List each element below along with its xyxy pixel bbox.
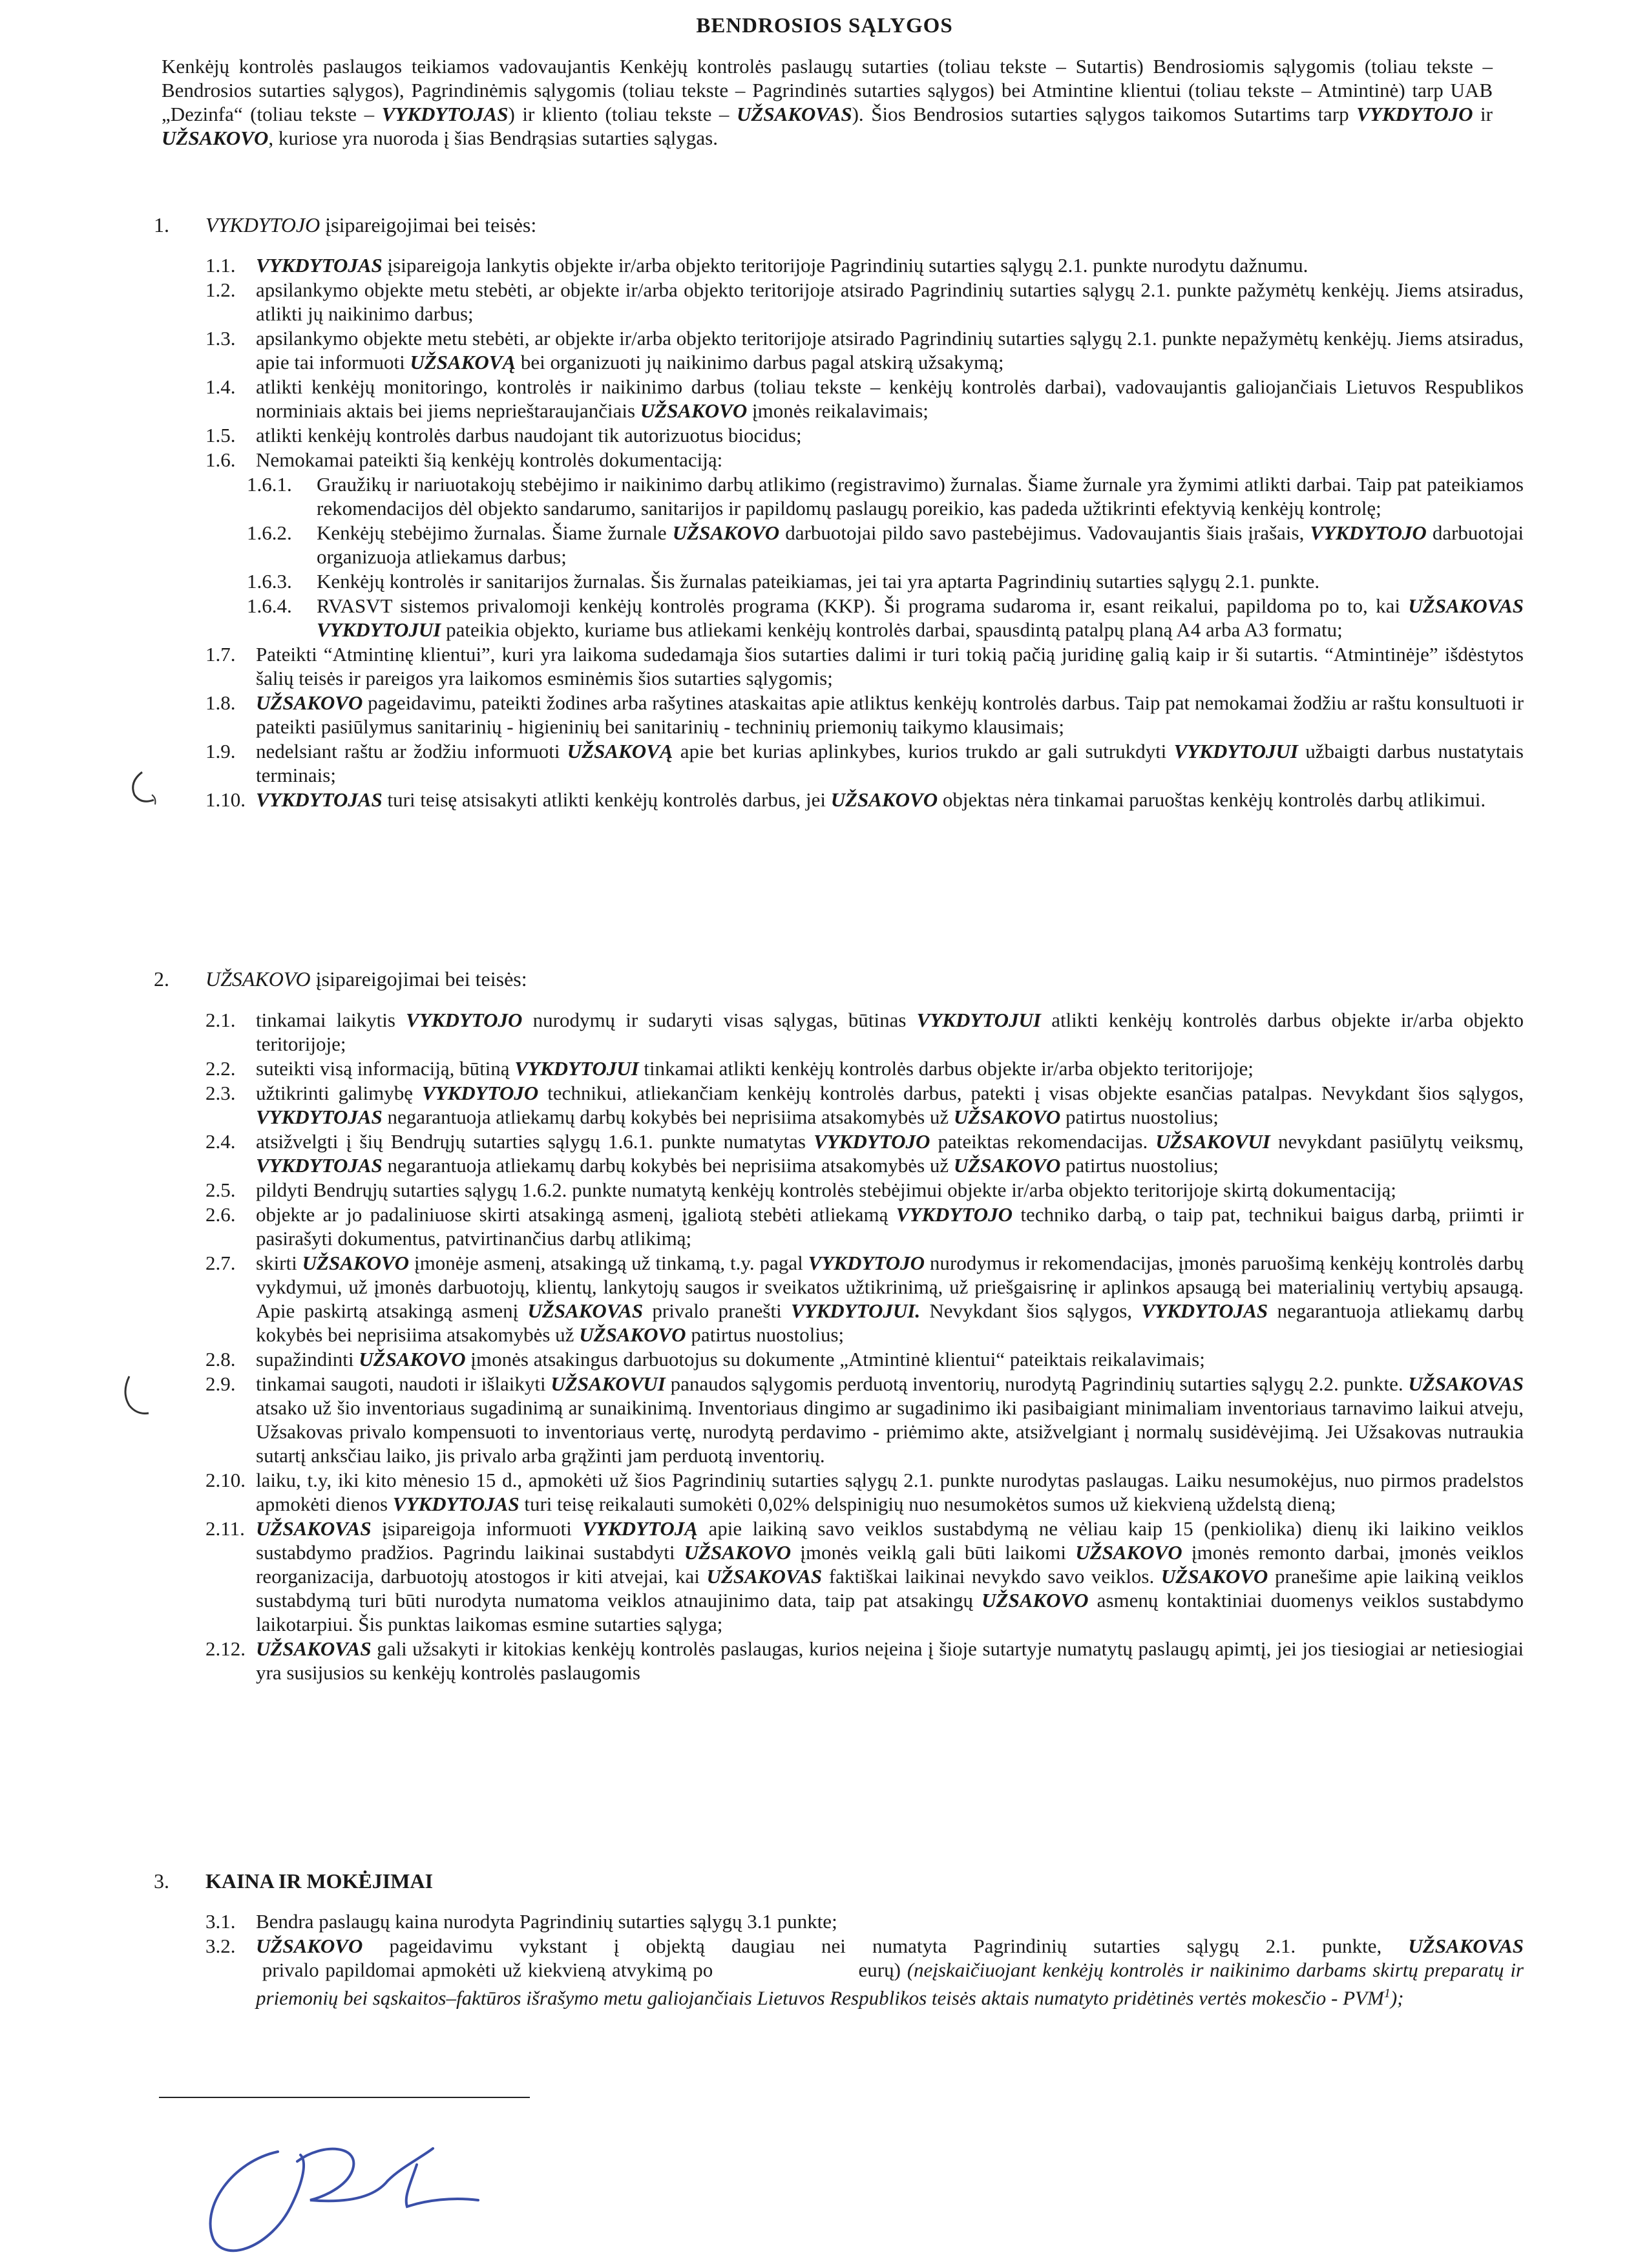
clause-2-3: 2.3. užtikrinti galimybę VYKDYTOJO technikui, atliekančiam kenkėjų kontrolės darbus, patekti į visas objekte esančias patalpas. Nevykdant šios sąlygos, VYKDYTOJAS negarantuoja atliekamų darbų kokybės bei neprisiima atsakomybės už UŽSAKOVO patirtus nuostolius; <box>205 1082 1524 1128</box>
clause-2-2: 2.2. suteikti visą informaciją, būtiną VYKDYTOJUI tinkamai atlikti kenkėjų kontrolės darbus objekte ir/arba objekto teritorijoje; <box>205 1057 1254 1080</box>
clause-2-8: 2.8. supažindinti UŽSAKOVO įmonės atsakingus darbuotojus su dokumente „Atmintinė klientui“ pateiktais reikalavimais; <box>205 1348 1205 1370</box>
clause-1-6-2: 1.6.2. Kenkėjų stebėjimo žurnalas. Šiame žurnale UŽSAKOVO darbuotojai pildo savo pastebėjimus. Vadovaujantis šiais įrašais, VYKDYTOJO darbuotojai organizuoja atliekamus darbus; <box>247 521 1524 568</box>
clause-2-1: 2.1. tinkamai laikytis VYKDYTOJO nurodymų ir sudaryti visas sąlygas, būtinas VYKDYTOJUI atlikti kenkėjų kontrolės darbus objekte ir/arba objekto teritorijoje; <box>205 1009 1524 1055</box>
clause-1-7: 1.7. Pateikti “Atmintinę klientui”, kuri yra laikoma sudedamąja šios sutarties dalimi ir turi tokią pačią juridinę galią kaip ir ši sutartis. “Atmintinėje” išdėstytos šalių teisės ir pareigos yra laikomos esminėmis šios sutarties sąlygomis; <box>205 643 1524 689</box>
section-2-items <box>205 1008 1524 1685</box>
section-title: VYKDYTOJO įsipareigojimai bei teisės: <box>205 213 537 236</box>
clause-1-5: 1.5. atlikti kenkėjų kontrolės darbus naudojant tik autorizuotus biocidus; <box>205 424 802 446</box>
signature-icon <box>194 2136 491 2265</box>
intro-paragraph <box>162 54 1493 150</box>
intro-party: VYKDYTOJO <box>1356 103 1473 125</box>
intro-party: VYKDYTOJAS <box>381 103 509 125</box>
clause-3-2: 3.2. UŽSAKOVO pageidavimu vykstant į objektą daugiau nei numatyta Pagrindinių sutarties sąlygų 2.1. punkte, UŽSAKOVAS privalo papildomai apmokėti už kiekvieną atvykimą po eurų) (neįskaičiuojant kenkėjų kontrolės ir naikinimo darbams skirtų preparatų ir priemonių bei sąskaitos–faktūros išrašymo metu galiojančiais Lietuvos Respublikos teisės aktais numatyto pridėtinės vertės mokesčio - PVM$^1$); <box>205 1935 1524 2010</box>
clause-1-6-1: 1.6.1. Graužikų ir nariuotakojų stebėjimo ir naikinimo darbų atlikimo (registravimo) žurnalas. Šiame žurnale yra žymimi atlikti darbai. Taip pat pateikiamos rekomendacijos dėl objekto sandarumo, sanitarijos ir papildomų paslaugų poreikio, kas padeda užtikrinti efektyvią kenkėjų kontrolę; <box>247 473 1524 520</box>
section-title: UŽSAKOVO įsipareigojimai bei teisės: <box>205 967 527 991</box>
clause-1-6-4: 1.6.4. RVASVT sistemos privalomoji kenkėjų kontrolės programa (KKP). Ši programa sudaroma ir, esant reikalui, papildoma po to, kai UŽSAKOVAS VYKDYTOJUI pateikia objekto, kuriame bus atliekami kenkėjų kontrolės darbai, spausdintą patalpų planą A4 arba A3 formatu; <box>247 594 1524 641</box>
intro-text: ) ir kliento (toliau tekste – <box>508 103 737 125</box>
intro-text: ). Šios Bendrosios sutarties sąlygos taikomos Sutartims tarp <box>852 103 1357 125</box>
section-3-items <box>205 1909 1524 2010</box>
signature-line <box>159 2097 530 2098</box>
section-title: KAINA IR MOKĖJIMAI <box>205 1869 434 1893</box>
clause-1-9: 1.9. nedelsiant raštu ar žodžiu informuoti UŽSAKOVĄ apie bet kurias aplinkybes, kurios trukdo ar gali sutrukdyti VYKDYTOJUI užbaigti darbus nustatytais terminais; <box>205 740 1524 786</box>
section-number: 1. <box>154 213 169 236</box>
pvm-close: ); <box>1390 1986 1404 2010</box>
intro-text: Kenkėjų kontrolės paslaugos teikiamos vadovaujantis Kenkėjų kontrolės paslaugų sutarties (toliau tekste – Sutartis) Bendrosiomis sąlygomis (toliau tekste – Bendrosios sutarties sąlygos), Pagrindinėmis sąlygomis (toliau tekste – Pagrindinės sutarties sąlygos) bei Atmintine klientui (toliau tekste – Atmintinė) tarp UAB „Dezinfa“ (toliau tekste – <box>162 55 1493 125</box>
clause-2-10: 2.10. laiku, t.y, iki kito mėnesio 15 d., apmokėti už šios Pagrindinių sutarties sąlygų 2.1. punkte nurodytas paslaugas. Laiku nesumokėjus, nuo pirmos pradelstos apmokėti dienos VYKDYTOJAS turi teisę reikalauti sumokėti 0,02% delspinigių nuo nesumokėtos sumos už kiekvieną uždelstą dieną; <box>205 1469 1524 1515</box>
intro-party: UŽSAKOVO <box>162 127 269 149</box>
margin-mark-icon <box>116 1373 162 1422</box>
clause-1-3: 1.3. apsilankymo objekte metu stebėti, ar objekte ir/arba objekto teritorijoje atsirado Pagrindinių sutarties sąlygų 2.1. punkte nepažymėtų kenkėjų. Jiems atsiradus, apie tai informuoti UŽSAKOVĄ bei organizuoti jų naikinimo darbus pagal atskirą užsakymą; <box>205 327 1524 373</box>
intro-text: ir <box>1473 103 1493 125</box>
clause-2-7: 2.7. skirti UŽSAKOVO įmonėje asmenį, atsakingą už tinkamą, t.y. pagal VYKDYTOJO nurodymus ir rekomendacijas, įmonės paruošimą kenkėjų kontrolės darbų vykdymui, už įmonės darbuotojų, klientų, lankytojų saugos ir sveikatos užtikrinimą, už priešgaisrinę ir aplinkos apsaugą bei materialinių vertybių apsaugą. Apie paskirtą atsakingą asmenį UŽSAKOVAS privalo pranešti VYKDYTOJUI. Nevykdant šios sąlygos, VYKDYTOJAS negarantuoja atliekamų darbų kokybės bei neprisiima atsakomybės už UŽSAKOVO patirtus nuostolius; <box>205 1252 1524 1346</box>
margin-mark-icon <box>123 769 168 814</box>
clause-2-11: 2.11. UŽSAKOVAS įsipareigoja informuoti VYKDYTOJĄ apie laikiną savo veiklos sustabdymą ne vėliau kaip 15 (penkiolika) dienų iki laikino veiklos sustabdymo pradžios. Pagrindu laikinai sustabdyti UŽSAKOVO įmonės veiklą gali būti laikomi UŽSAKOVO įmonės remonto darbai, įmonės veiklos reorganizacija, darbuotojų atostogos ir kiti atvejai, kai UŽSAKOVAS faktiškai laikinai nevykdo savo veiklos. UŽSAKOVO pranešime apie laikiną veiklos sustabdymą turi būti nurodyta numatoma veiklos atnaujinimo data, taip pat atsakingų UŽSAKOVO asmenų kontaktiniai duomenys veiklos sustabdymo laikotarpiui. Šis punktas laikomas esmine sutarties sąlyga; <box>205 1517 1524 1635</box>
clause-2-12: 2.12. UŽSAKOVAS gali užsakyti ir kitokias kenkėjų kontrolės paslaugas, kurios neįeina į šioje sutartyje numatytų paslaugų apimtį, jei jos tiesiogiai ar netiesiogiai yra susijusios su kenkėjų kontrolės paslaugomis <box>205 1637 1524 1684</box>
section-number: 3. <box>154 1869 169 1893</box>
section-number: 2. <box>154 967 169 991</box>
clause-3-1: 3.1. Bendra paslaugų kaina nurodyta Pagrindinių sutarties sąlygų 3.1 punkte; <box>205 1910 837 1933</box>
clause-2-5: 2.5. pildyti Bendrųjų sutarties sąlygų 1.6.2. punkte numatytą kenkėjų kontrolės stebėjimui objekte ir/arba objekto teritorijoje skirtą dokumentaciją; <box>205 1179 1396 1201</box>
clause-2-9: 2.9. tinkamai saugoti, naudoti ir išlaikyti UŽSAKOVUI panaudos sąlygomis perduotą inventorių, nurodytą Pagrindinių sutarties sąlygų 2.2. punkte. UŽSAKOVAS atsako už šio inventoriaus sugadinimą ar sunaikinimą. Inventoriaus dingimo ar sugadinimo iki pasibaigiant minimaliam inventoriaus tarnavimo laikui atveju, Užsakovas privalo kompensuoti to inventoriaus vertę, nurodytą perdavimo - priėmimo akte, atsižvelgiant į normalų susidėvėjimą. Jei Užsakovas nutraukia sutartį anksčiau laiko, jis privalo arba grąžinti jam perduotą inventorių. <box>205 1372 1524 1467</box>
clause-1-1: 1.1. VYKDYTOJAS įsipareigoja lankytis objekte ir/arba objekto teritorijoje Pagrindinių sutarties sąlygų 2.1. punkte nurodytu dažnumu. <box>205 254 1308 277</box>
document-title: BENDROSIOS SĄLYGOS <box>696 14 953 37</box>
clause-2-6: 2.6. objekte ar jo padaliniuose skirti atsakingą asmenį, įgaliotą stebėti atliekamą VYKDYTOJO techniko darbą, o taip pat, technikui baigus darbą, priimti ir pasirašyti dokumentus, patvirtinančius darbų atlikimą; <box>205 1203 1524 1250</box>
clause-1-4: 1.4. atlikti kenkėjų monitoringo, kontrolės ir naikinimo darbus (toliau tekste – kenkėjų kontrolės darbai), vadovaujantis galiojančiais Lietuvos Respublikos norminiais aktais bei jiems neprieštaraujančiais UŽSAKOVO įmonės reikalavimais; <box>205 375 1524 422</box>
section-1-items <box>205 253 1524 812</box>
intro-text: , kuriose yra nuoroda į šias Bendrąsias sutarties sąlygas. <box>268 127 718 149</box>
clause-2-4: 2.4. atsižvelgti į šių Bendrųjų sutarties sąlygų 1.6.1. punkte numatytas VYKDYTOJO pateiktas rekomendacijas. UŽSAKOVUI nevykdant pasiūlytų veiksmų, VYKDYTOJAS negarantuoja atliekamų darbų kokybės bei neprisiima atsakomybės už UŽSAKOVO patirtus nuostolius; <box>205 1130 1524 1177</box>
clause-1-6: 1.6. Nemokamai pateikti šią kenkėjų kontrolės dokumentaciją: <box>205 448 723 471</box>
clause-1-2: 1.2. apsilankymo objekte metu stebėti, ar objekte ir/arba objekto teritorijoje atsirado Pagrindinių sutarties sąlygų 2.1. punkte pažymėtų kenkėjų. Jiems atsiradus, atlikti jų naikinimo darbus; <box>205 278 1524 325</box>
clause-1-6-3: 1.6.3. Kenkėjų kontrolės ir sanitarijos žurnalas. Šis žurnalas pateikiamas, jei tai yra aptarta Pagrindinių sutarties sąlygų 2.1. punkte. <box>247 570 1320 593</box>
intro-party: UŽSAKOVAS <box>737 103 852 125</box>
footnote-mark: 1 <box>1383 1986 1391 2000</box>
clause-1-10: 1.10. VYKDYTOJAS turi teisę atsisakyti atlikti kenkėjų kontrolės darbus, jei UŽSAKOVO objektas nėra tinkamai paruoštas kenkėjų kontrolės darbų atlikimui. <box>205 788 1486 811</box>
clause-1-8: 1.8. UŽSAKOVO pageidavimu, pateikti žodines arba rašytines ataskaitas apie atliktus kenkėjų kontrolės darbus. Taip pat nemokamai žodžiu ar raštu konsultuoti ir pateikti pasiūlymus sanitarinių - higieninių bei sanitarinių - techninių priemonių taikymo klausimais; <box>205 691 1524 738</box>
